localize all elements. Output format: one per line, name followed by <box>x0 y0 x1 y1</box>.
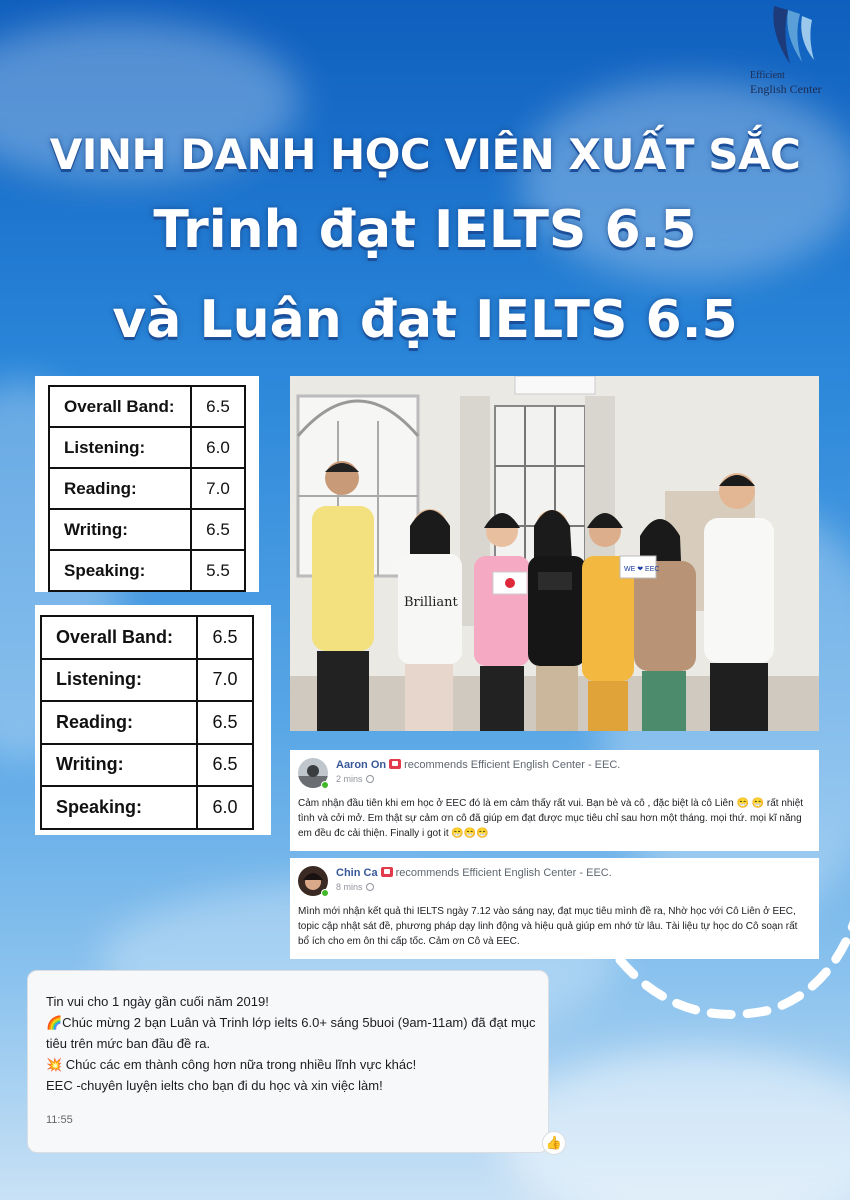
review-text: Cảm nhận đầu tiên khi em học ở EEC đó là em cảm thấy rất vui. Bạn bè và cô , đặc biệt là cô Liên 😁 😁 rất nhiệt tình và cởi mở. Em thật sự cảm ơn cô đã giúp em đạt được mục tiêu chỉ sau hơn một tháng. mọi thứ. mọi kĩ năng em đều đc cải thiện. Finally i got it 😁😁😁 <box>298 798 804 839</box>
score-row-reading <box>49 468 245 509</box>
review-time[interactable]: 8 mins <box>336 882 363 892</box>
chat-message-text <box>46 991 536 1096</box>
score-row-writing <box>49 509 245 550</box>
score-label: Speaking: <box>49 550 191 591</box>
review-time[interactable]: 2 mins <box>336 774 363 784</box>
globe-icon <box>366 883 374 891</box>
review-meta <box>336 774 374 784</box>
score-label: Overall Band: <box>49 386 191 427</box>
review-card <box>290 858 819 959</box>
chat-line: 🌈Chúc mừng 2 bạn Luân và Trinh lớp ielts 6.0+ sáng 5buoi (9am-11am) đã đạt mục tiêu trên mức ban đầu đề ra. <box>46 1015 536 1051</box>
score-label: Listening: <box>41 659 197 702</box>
score-table <box>40 615 254 830</box>
score-row-overall <box>49 386 245 427</box>
score-label: Reading: <box>49 468 191 509</box>
headline-luan: và Luân đạt IELTS 6.5 <box>112 290 738 350</box>
review-header <box>336 867 612 879</box>
sign-text: WE ❤ EEC <box>624 566 660 573</box>
recommend-icon <box>389 759 401 769</box>
headline-title: VINH DANH HỌC VIÊN XUẤT SẮC <box>49 130 801 179</box>
score-row-listening <box>49 427 245 468</box>
score-value: 6.5 <box>197 744 253 787</box>
score-row-reading <box>41 701 253 744</box>
score-row-writing <box>41 744 253 787</box>
chat-line: EEC -chuyên luyện ielts cho bạn đi du học và xin việc làm! <box>46 1078 383 1093</box>
globe-icon <box>366 775 374 783</box>
score-label: Reading: <box>41 701 197 744</box>
score-label: Listening: <box>49 427 191 468</box>
chat-line: Tin vui cho 1 ngày gần cuối năm 2019! <box>46 994 269 1009</box>
online-indicator-icon <box>321 781 329 789</box>
headline-trinh: Trinh đạt IELTS 6.5 <box>153 200 697 260</box>
eec-logo <box>748 4 848 96</box>
score-value: 7.0 <box>197 659 253 702</box>
score-card-luan <box>35 605 271 835</box>
chat-line: 💥 Chúc các em thành công hơn nữa trong nhiều lĩnh vực khác! <box>46 1057 417 1072</box>
review-card <box>290 750 819 851</box>
score-value: 6.0 <box>197 786 253 829</box>
logo-text-top: Efficient <box>750 70 785 81</box>
review-action: recommends Efficient English Center - EEC. <box>395 867 612 879</box>
reviewer-name[interactable]: Aaron On <box>336 759 387 771</box>
score-row-speaking <box>41 786 253 829</box>
reviewer-name[interactable]: Chin Ca <box>336 867 378 879</box>
chat-timestamp: 11:55 <box>46 1114 73 1126</box>
review-action: recommends Efficient English Center - EEC. <box>404 759 621 771</box>
like-icon[interactable]: 👍 <box>542 1131 566 1155</box>
score-card-trinh <box>35 376 259 592</box>
wing-logo-icon <box>768 4 818 68</box>
review-text: Mình mới nhận kết quả thi IELTS ngày 7.12 vào sáng nay, đạt mục tiêu mình đề ra, Nhờ học với Cô Liên ở EEC, topic cập nhật sát đề, phương pháp dạy linh động và hiệu quả giúp em nhớ từ lâu. Tài liệu tự học do Cô soạn rất bổ ích cho em ôn thi cấp tốc. Cảm ơn Cô và EEC. <box>298 906 798 947</box>
recommend-icon <box>381 867 393 877</box>
review-header <box>336 759 620 771</box>
score-label: Writing: <box>49 509 191 550</box>
score-table <box>48 385 246 592</box>
logo-text-bottom: English Center <box>750 82 822 96</box>
score-row-overall <box>41 616 253 659</box>
review-meta <box>336 882 374 892</box>
score-value: 6.5 <box>191 509 245 550</box>
score-value: 7.0 <box>191 468 245 509</box>
score-label: Overall Band: <box>41 616 197 659</box>
shirt-text: Brilliant <box>404 595 458 610</box>
score-value: 6.5 <box>191 386 245 427</box>
score-value: 6.5 <box>197 701 253 744</box>
score-value: 6.5 <box>197 616 253 659</box>
score-label: Writing: <box>41 744 197 787</box>
score-row-speaking <box>49 550 245 591</box>
group-photo-illustration <box>290 376 819 731</box>
online-indicator-icon <box>321 889 329 897</box>
score-label: Speaking: <box>41 786 197 829</box>
score-value: 6.0 <box>191 427 245 468</box>
score-value: 5.5 <box>191 550 245 591</box>
cloud-decoration <box>500 1050 850 1200</box>
group-photo <box>290 376 819 731</box>
chat-message-bubble <box>27 970 563 1153</box>
score-row-listening <box>41 659 253 702</box>
